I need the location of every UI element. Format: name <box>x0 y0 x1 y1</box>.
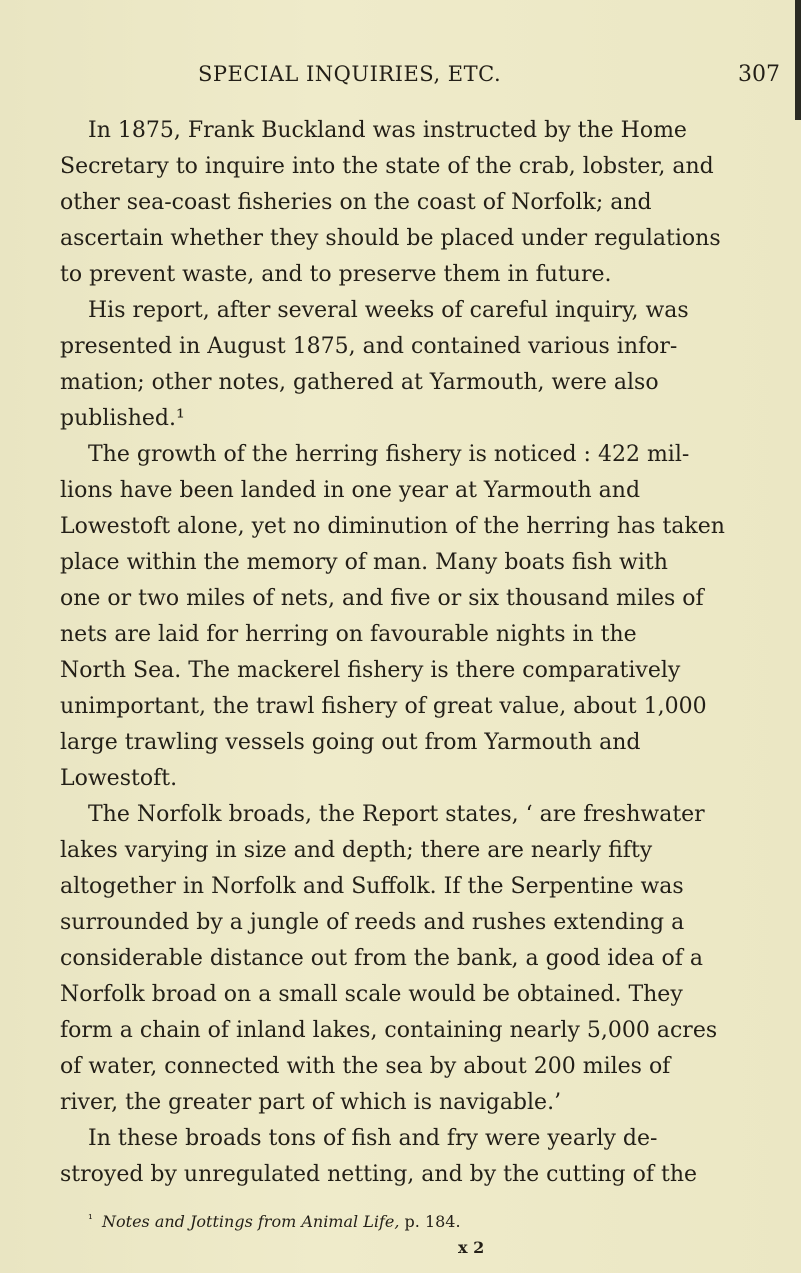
text-line: stroyed by unregulated netting, and by the cutting of the <box>60 1162 698 1187</box>
text-line: nets are laid for herring on favourable nights in the <box>60 622 637 647</box>
text-line: altogether in Norfolk and Suffolk. If the Serpentine was <box>60 874 684 899</box>
page-number: 307 <box>738 62 780 87</box>
text-line: Norfolk broad on a small scale would be obtained. They <box>60 982 683 1007</box>
text-line: form a chain of inland lakes, containing nearly 5,000 acres <box>60 1018 718 1043</box>
text-line: His report, after several weeks of careful inquiry, was <box>88 298 689 323</box>
page-edge-shadow <box>795 0 801 120</box>
footnote-title: Notes and Jottings from Animal Life, <box>102 1212 400 1231</box>
page-header <box>60 60 780 94</box>
text-line: ascertain whether they should be placed under regulations <box>60 226 721 251</box>
running-head: SPECIAL INQUIRIES, ETC. <box>198 62 502 86</box>
text-line: one or two miles of nets, and five or six thousand miles of <box>60 586 704 611</box>
text-line: other sea-coast fisheries on the coast of Norfolk; and <box>60 190 652 215</box>
text-line: In these broads tons of fish and fry were yearly de- <box>88 1126 658 1151</box>
text-line: to prevent waste, and to preserve them in future. <box>60 262 612 287</box>
text-line: lakes varying in size and depth; there are nearly fifty <box>60 838 653 863</box>
text-line: mation; other notes, gathered at Yarmouth, were also <box>60 370 659 395</box>
text-line: lions have been landed in one year at Yarmouth and <box>60 478 641 503</box>
text-line: The growth of the herring fishery is noticed : 422 mil- <box>88 442 690 467</box>
text-line: of water, connected with the sea by about 200 miles of <box>60 1054 671 1079</box>
text-line: The Norfolk broads, the Report states, ‘ are freshwater <box>88 802 705 827</box>
text-line: place within the memory of man. Many boats fish with <box>60 550 668 575</box>
footnote-page-ref: p. 184. <box>399 1212 461 1231</box>
text-line: considerable distance out from the bank, a good idea of a <box>60 946 704 971</box>
text-line: Secretary to inquire into the state of the crab, lobster, and <box>60 154 714 179</box>
text-line: published.¹ <box>60 406 185 431</box>
text-line: surrounded by a jungle of reeds and rushes extending a <box>60 910 685 935</box>
text-line: Lowestoft alone, yet no diminution of the herring has taken <box>60 514 725 539</box>
text-line: Lowestoft. <box>60 766 178 791</box>
text-line: unimportant, the trawl fishery of great value, about 1,000 <box>60 694 707 719</box>
footnote-mark: ¹ <box>88 1212 93 1226</box>
text-line: large trawling vessels going out from Yarmouth and <box>60 730 641 755</box>
text-line: North Sea. The mackerel fishery is there comparatively <box>60 658 681 683</box>
text-line: river, the greater part of which is navigable.’ <box>60 1090 562 1115</box>
footnote-text <box>102 1212 461 1231</box>
printer-signature: x 2 <box>458 1238 485 1257</box>
text-line: presented in August 1875, and contained various infor- <box>60 334 678 359</box>
text-line: In 1875, Frank Buckland was instructed by the Home <box>88 118 687 143</box>
